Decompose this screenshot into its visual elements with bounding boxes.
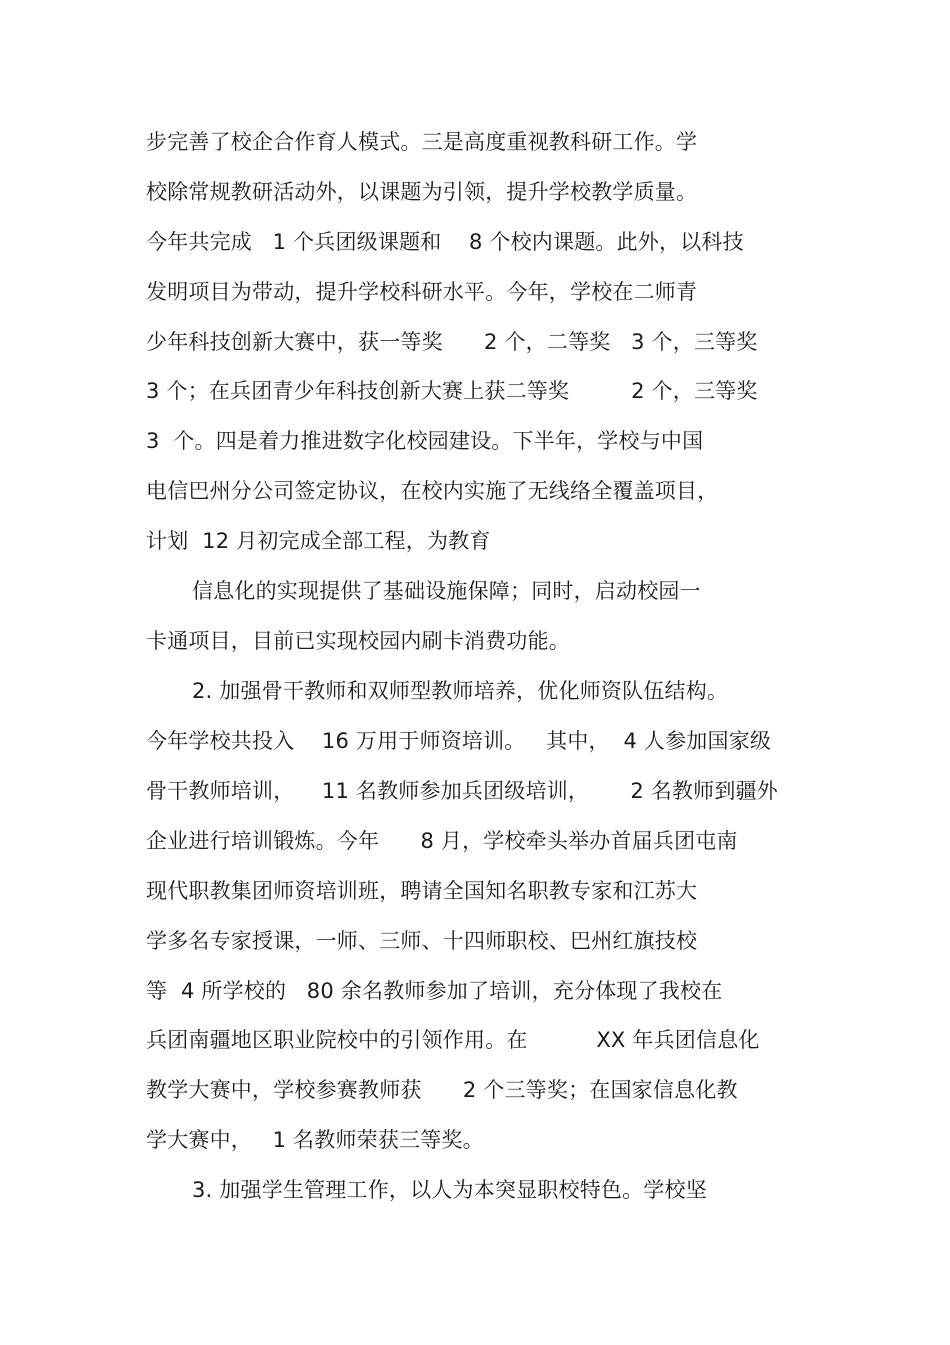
section-heading-line: 2. 加强骨干教师和双师型教师培养，优化师资队伍结构。	[192, 679, 729, 703]
paragraph-line: 3 个；在兵团青少年科技创新大赛上获二等奖 2 个，三等奖	[146, 379, 758, 403]
paragraph-line: 卡通项目，目前已实现校园内刷卡消费功能。	[146, 629, 570, 653]
paragraph-line: 现代职教集团师资培训班，聘请全国知名职教专家和江苏大	[146, 879, 698, 903]
paragraph-line: 骨干教师培训， 11 名教师参加兵团级培训， 2 名教师到疆外	[146, 779, 778, 803]
paragraph-line: 学大赛中， 1 名教师荣获三等奖。	[146, 1128, 484, 1152]
paragraph-line: 等 4 所学校的 80 余名教师参加了培训，充分体现了我校在	[146, 979, 723, 1003]
section-heading-line: 3. 加强学生管理工作，以人为本突显职校特色。学校坚	[192, 1178, 707, 1202]
paragraph-line: 今年学校共投入 16 万用于师资培训。 其中， 4 人参加国家级	[146, 729, 772, 753]
paragraph-line: 校除常规教研活动外，以课题为引领，提升学校教学质量。	[146, 180, 698, 204]
paragraph-line: 步完善了校企合作育人模式。三是高度重视教科研工作。学	[146, 130, 698, 154]
paragraph-line: 学多名专家授课，一师、三师、十四师职校、巴州红旗技校	[146, 929, 698, 953]
paragraph-line: 3 个。四是着力推进数字化校园建设。下半年，学校与中国	[146, 429, 704, 453]
paragraph-line: 今年共完成 1 个兵团级课题和 8 个校内课题。此外，以科技	[146, 230, 744, 254]
paragraph-line: 电信巴州分公司签定协议，在校内实施了无线络全覆盖项目，	[146, 479, 719, 503]
paragraph-line: 信息化的实现提供了基础设施保障；同时，启动校园一	[192, 579, 701, 603]
paragraph-line: 企业进行培训锻炼。今年 8 月，学校牵头举办首届兵团屯南	[146, 829, 738, 853]
paragraph-line: 计划 12 月初完成全部工程，为教育	[146, 529, 491, 553]
paragraph-line: 少年科技创新大赛中，获一等奖 2 个，二等奖 3 个，三等奖	[146, 330, 758, 354]
paragraph-line: 兵团南疆地区职业院校中的引领作用。在 XX 年兵团信息化	[146, 1028, 760, 1052]
paragraph-line: 发明项目为带动，提升学校科研水平。今年，学校在二师青	[146, 280, 698, 304]
paragraph-line: 教学大赛中，学校参赛教师获 2 个三等奖；在国家信息化教	[146, 1078, 738, 1102]
